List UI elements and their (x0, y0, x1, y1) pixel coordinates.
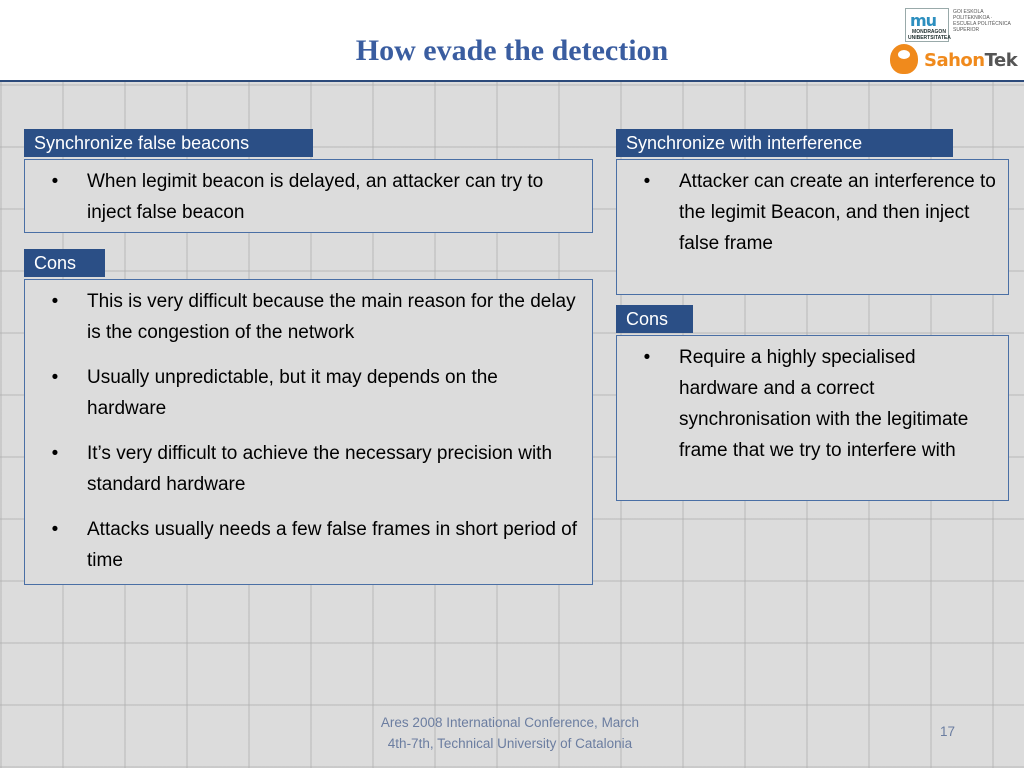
mondragon-logo-box (905, 8, 949, 42)
list-item (627, 342, 998, 466)
footer-line-1: Ares 2008 International Conference, March (380, 715, 640, 730)
list-item-text: It’s very difficult to achieve the necessary precision with standard hardware (87, 443, 553, 495)
bullet-glyph: • (51, 443, 59, 464)
list-item (35, 286, 582, 348)
left-items-list (35, 166, 582, 228)
bullet-glyph: • (51, 367, 59, 388)
list-item-text: Require a highly specialised hardware and a correct synchronisation with the legitimate frame that we try to interfere with (679, 347, 969, 461)
bullet-glyph: • (51, 519, 59, 540)
right-cons-box (616, 335, 1009, 501)
bullet-glyph: • (643, 171, 651, 192)
list-item (35, 362, 582, 424)
left-cons-box (24, 279, 593, 585)
list-item (627, 166, 998, 259)
right-cons-list (627, 342, 998, 466)
left-cons-list (35, 286, 582, 576)
mondragon-logo (905, 8, 1015, 42)
footer-line-2: 4th-7th, Technical University of Catalonia (387, 736, 633, 751)
list-item-text: When legimit beacon is delayed, an attacker can try to inject false beacon (87, 171, 544, 223)
list-item (35, 514, 582, 576)
sahontek-logo (888, 42, 1018, 78)
list-item-text: Usually unpredictable, but it may depends on the hardware (87, 367, 498, 419)
right-items-box (616, 159, 1009, 295)
mondragon-mark: mu (910, 11, 937, 30)
list-item-text: This is very difficult because the main reason for the delay is the congestion of the network (87, 291, 576, 343)
list-item-text: Attacker can create an interference to the legimit Beacon, and then inject false frame (679, 171, 996, 254)
slide-title: How evade the detection (355, 34, 669, 67)
slide-header (0, 0, 1024, 82)
bullet-glyph: • (51, 291, 59, 312)
mondragon-name: MONDRAGON UNIBERTSITATEA (908, 29, 951, 41)
right-items-list (627, 166, 998, 259)
mondragon-side-text: GOI ESKOLA POLITEKNIKOA · ESCUELA POLITÉCNICA SUPERIOR (953, 9, 1011, 33)
page-number: 17 (940, 724, 956, 739)
bullet-glyph: • (643, 347, 651, 368)
bullet-glyph: • (51, 171, 59, 192)
sahontek-part2: Tek (984, 50, 1018, 71)
slide-footer (350, 712, 670, 754)
left-items-box (24, 159, 593, 233)
sahontek-wordmark (924, 50, 1017, 71)
sahontek-face-icon (890, 44, 918, 74)
left-cons-label: Cons (24, 249, 105, 277)
right-header-label: Synchronize with interference (616, 129, 953, 157)
right-cons-label: Cons (616, 305, 693, 333)
list-item-text: Attacks usually needs a few false frames in short period of time (87, 519, 578, 571)
list-item (35, 438, 582, 500)
left-header-label: Synchronize false beacons (24, 129, 313, 157)
list-item (35, 166, 582, 228)
sahontek-part1: Sahon (924, 50, 985, 71)
